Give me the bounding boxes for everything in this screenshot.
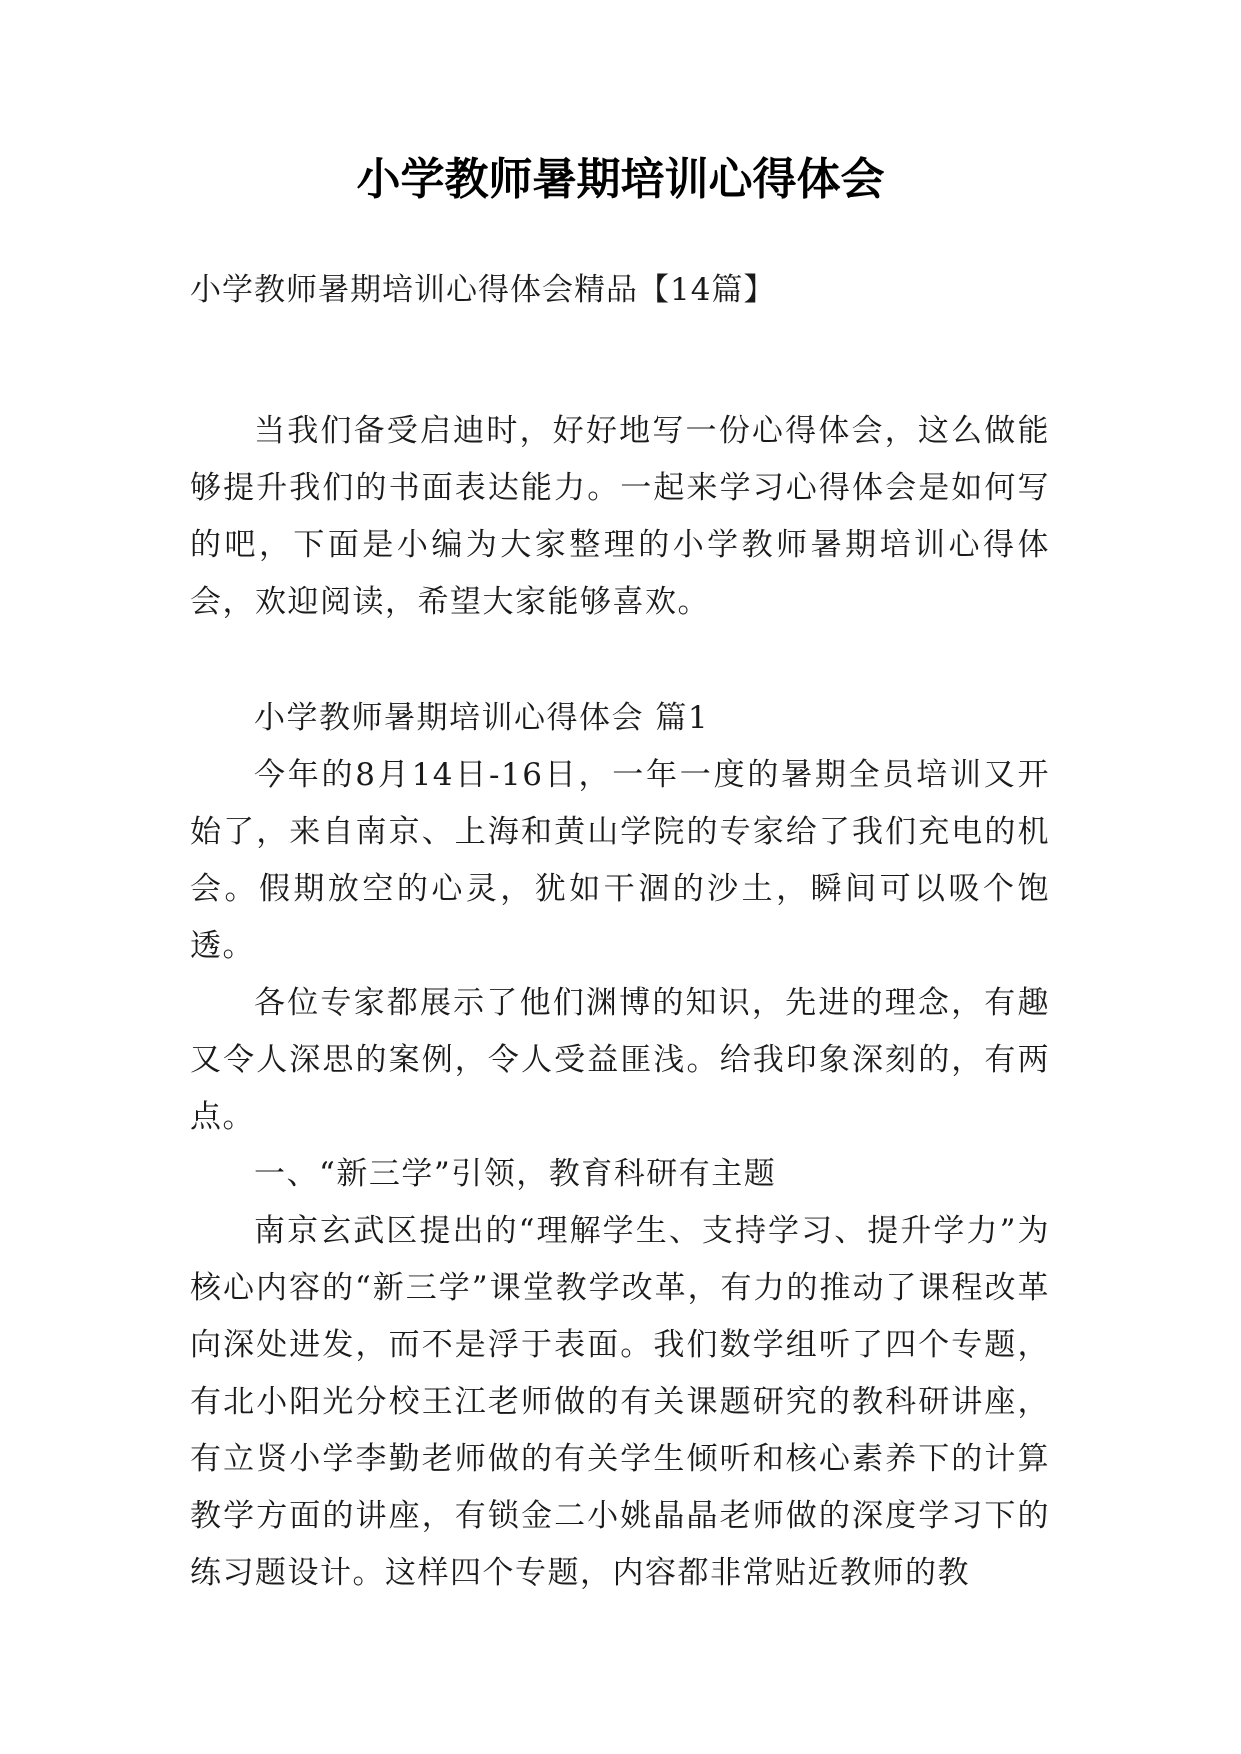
- document-title: 小学教师暑期培训心得体会: [356, 154, 885, 205]
- section-heading: 小学教师暑期培训心得体会 篇1: [254, 700, 710, 736]
- intro-paragraph: 当我们备受启迪时，好好地写一份心得体会，这么做能够提升我们的书面表达能力。一起来学习心得体会是如何写的吧，下面是小编为大家整理的小学教师暑期培训心得体会，欢迎阅读，希望大家能够喜欢。: [190, 413, 1050, 620]
- body-paragraph: 今年的8月14日-16日，一年一度的暑期全员培训又开始了，来自南京、上海和黄山学院的专家给了我们充电的机会。假期放空的心灵，犹如干涸的沙土，瞬间可以吸个饱透。: [190, 757, 1050, 964]
- document-subtitle: 小学教师暑期培训心得体会精品【14篇】: [190, 272, 776, 308]
- section-1: [190, 690, 1050, 1602]
- body-paragraph: 各位专家都展示了他们渊博的知识，先进的理念，有趣又令人深思的案例，令人受益匪浅。给我印象深刻的，有两点。: [190, 985, 1050, 1135]
- subheading: 一、“新三学”引领，教育科研有主题: [254, 1156, 777, 1192]
- body-paragraph: 南京玄武区提出的“理解学生、支持学习、提升学力”为核心内容的“新三学”课堂教学改革，有力的推动了课程改革向深处进发，而不是浮于表面。我们数学组听了四个专题，有北小阳光分校王江老师做的有关课题研究的教科研讲座，有立贤小学李勤老师做的有关学生倾听和核心素养下的计算教学方面的讲座，有锁金二小姚晶晶老师做的深度学习下的练习题设计。这样四个专题，内容都非常贴近教师的教: [190, 1213, 1050, 1591]
